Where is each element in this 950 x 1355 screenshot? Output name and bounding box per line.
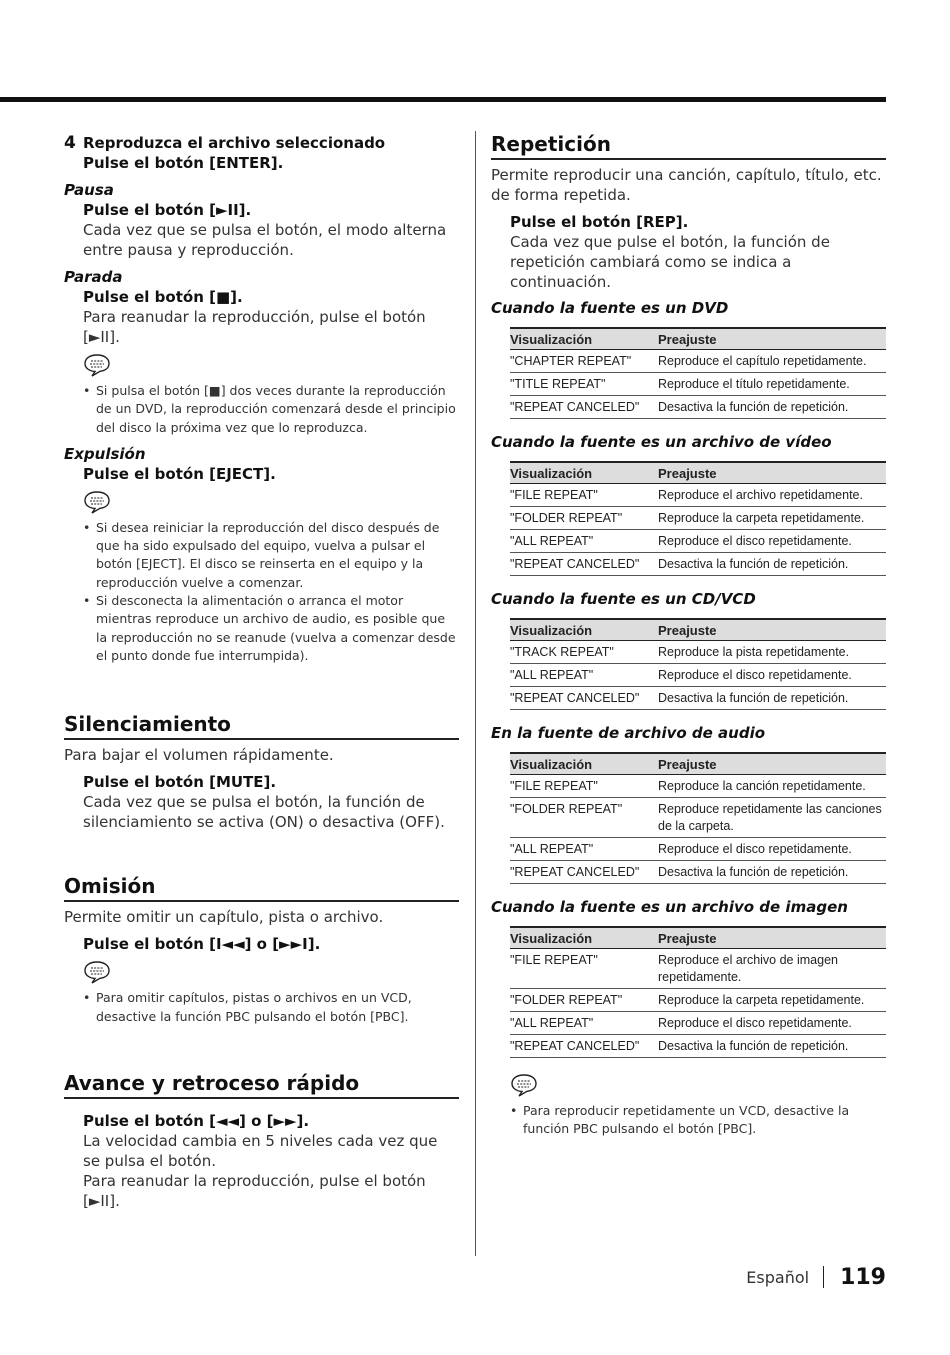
display-cell: "ALL REPEAT" — [510, 664, 658, 687]
table-header-row — [510, 462, 886, 484]
preset-cell: Reproduce la canción repetidamente. — [658, 775, 886, 798]
column-header-visualizacion: Visualización — [510, 462, 658, 484]
display-cell: "FOLDER REPEAT" — [510, 507, 658, 530]
repeat-table — [510, 327, 886, 419]
display-cell: "ALL REPEAT" — [510, 1012, 658, 1035]
parada-text: Para reanudar la reproducción, pulse el botón [►II]. — [83, 308, 426, 346]
table-row — [510, 1012, 886, 1035]
table-row — [510, 775, 886, 798]
repeticion-note: • Para reproducir repetidamente un VCD, desactive la función PBC pulsando el botón [PBC]. — [491, 1102, 886, 1139]
table-row — [510, 687, 886, 710]
preset-cell: Desactiva la función de repetición. — [658, 861, 886, 884]
table-row — [510, 507, 886, 530]
display-cell: "FILE REPEAT" — [510, 949, 658, 989]
table-row — [510, 664, 886, 687]
column-header-preajuste: Preajuste — [658, 462, 886, 484]
preset-cell: Reproduce repetidamente las canciones de la carpeta. — [658, 798, 886, 838]
table-heading: Cuando la fuente es un CD/VCD — [491, 590, 756, 608]
repeticion-intro: Permite reproducir una canción, capítulo, título, etc. de forma repetida. — [491, 166, 882, 204]
table-row — [510, 484, 886, 507]
preset-cell: Reproduce el capítulo repetidamente. — [658, 350, 886, 373]
page-footer — [746, 1262, 886, 1292]
display-cell: "ALL REPEAT" — [510, 838, 658, 861]
column-header-visualizacion: Visualización — [510, 927, 658, 949]
parada-heading: Parada — [64, 268, 123, 286]
preset-cell: Desactiva la función de repetición. — [658, 553, 886, 576]
table-row — [510, 838, 886, 861]
pausa-heading: Pausa — [64, 181, 114, 199]
expulsion-heading: Expulsión — [64, 444, 146, 463]
display-cell: "REPEAT CANCELED" — [510, 1035, 658, 1058]
pausa-text: Cada vez que se pulsa el botón, el modo alterna entre pausa y reproducción. — [83, 221, 447, 259]
table-header-row — [510, 619, 886, 641]
table-row — [510, 641, 886, 664]
preset-cell: Reproduce el disco repetidamente. — [658, 664, 886, 687]
display-cell: "FILE REPEAT" — [510, 484, 658, 507]
expulsion-note-1: • Si desea reiniciar la reproducción del disco después de que ha sido expulsado del equipo, vuelva a pulsar el botón [EJECT]. El disco se reinserta en el equipo y la reproducción vuelve a comenzar. — [64, 519, 459, 592]
silenciamiento-intro: Para bajar el volumen rápidamente. — [64, 746, 334, 765]
display-cell: "FOLDER REPEAT" — [510, 798, 658, 838]
table-row — [510, 949, 886, 989]
preset-cell: Desactiva la función de repetición. — [658, 1035, 886, 1058]
preset-cell: Reproduce el disco repetidamente. — [658, 838, 886, 861]
step-number: 4 — [64, 133, 76, 153]
column-header-preajuste: Preajuste — [658, 927, 886, 949]
silenciamiento-action: Pulse el botón [MUTE]. — [83, 773, 277, 792]
expulsion-action: Pulse el botón [EJECT]. — [83, 464, 276, 483]
repeat-table — [510, 752, 886, 884]
note-icon — [83, 960, 111, 984]
preset-cell: Reproduce el disco repetidamente. — [658, 1012, 886, 1035]
table-row — [510, 1035, 886, 1058]
table-heading: Cuando la fuente es un archivo de vídeo — [491, 433, 832, 451]
page-number: 119 — [840, 1264, 886, 1290]
right-column — [491, 131, 886, 1139]
avance-text-2: Para reanudar la reproducción, pulse el botón [►II]. — [83, 1171, 426, 1210]
parada-note: • Si pulsa el botón [■] dos veces durante la reproducción de un DVD, la reproducción comenzará desde el principio del disco la próxima vez que lo reproduzca. — [64, 382, 459, 437]
omision-note: • Para omitir capítulos, pistas o archivos en un VCD, desactive la función PBC pulsando el botón [PBC]. — [64, 989, 459, 1026]
display-cell: "FOLDER REPEAT" — [510, 989, 658, 1012]
preset-cell: Reproduce el archivo de imagen repetidamente. — [658, 949, 886, 989]
column-header-visualizacion: Visualización — [510, 619, 658, 641]
repeticion-title: Repetición — [491, 131, 886, 160]
display-cell: "TRACK REPEAT" — [510, 641, 658, 664]
note-icon — [83, 490, 111, 514]
column-header-visualizacion: Visualización — [510, 753, 658, 775]
preset-cell: Reproduce la pista repetidamente. — [658, 641, 886, 664]
column-header-preajuste: Preajuste — [658, 619, 886, 641]
display-cell: "REPEAT CANCELED" — [510, 861, 658, 884]
display-cell: "ALL REPEAT" — [510, 530, 658, 553]
preset-cell: Reproduce la carpeta repetidamente. — [658, 989, 886, 1012]
display-cell: "REPEAT CANCELED" — [510, 396, 658, 419]
table-heading: Cuando la fuente es un archivo de imagen — [491, 898, 848, 916]
table-heading: En la fuente de archivo de audio — [491, 724, 766, 742]
silenciamiento-title: Silenciamiento — [64, 711, 459, 740]
column-header-preajuste: Preajuste — [658, 753, 886, 775]
repeat-table — [510, 926, 886, 1058]
repeat-table — [510, 618, 886, 710]
avance-title: Avance y retroceso rápido — [64, 1070, 459, 1099]
table-row — [510, 861, 886, 884]
table-row — [510, 989, 886, 1012]
preset-cell: Desactiva la función de repetición. — [658, 396, 886, 419]
footer-separator — [823, 1266, 824, 1288]
display-cell: "REPEAT CANCELED" — [510, 553, 658, 576]
table-header-row — [510, 328, 886, 350]
table-header-row — [510, 753, 886, 775]
column-header-preajuste: Preajuste — [658, 328, 886, 350]
note-icon — [83, 353, 111, 377]
display-cell: "TITLE REPEAT" — [510, 373, 658, 396]
column-header-visualizacion: Visualización — [510, 328, 658, 350]
step-4-title: 4 Reproduzca el archivo seleccionado — [64, 133, 386, 153]
repeat-table — [510, 461, 886, 576]
table-row — [510, 350, 886, 373]
omision-intro: Permite omitir un capítulo, pista o archivo. — [64, 908, 384, 927]
column-divider — [475, 131, 476, 1256]
repeticion-text: Cada vez que pulse el botón, la función de repetición cambiará como se indica a continuación. — [510, 233, 830, 291]
silenciamiento-text: Cada vez que se pulsa el botón, la función de silenciamiento se activa (ON) o desactiva (OFF). — [83, 793, 445, 832]
expulsion-note-2: • Si desconecta la alimentación o arranca el motor mientras reproduce un archivo de audio, es posible que la reproducción no se reanude (vuelva a comenzar desde el punto donde fue interrumpida). — [64, 592, 459, 665]
table-row — [510, 396, 886, 419]
table-heading: Cuando la fuente es un DVD — [491, 299, 729, 317]
table-row — [510, 798, 886, 838]
preset-cell: Reproduce el disco repetidamente. — [658, 530, 886, 553]
top-rule — [0, 97, 886, 102]
step-4-action: Pulse el botón [ENTER]. — [83, 154, 284, 172]
display-cell: "REPEAT CANCELED" — [510, 687, 658, 710]
preset-cell: Reproduce el archivo repetidamente. — [658, 484, 886, 507]
footer-language: Español — [746, 1267, 810, 1287]
display-cell: "CHAPTER REPEAT" — [510, 350, 658, 373]
pausa-action: Pulse el botón [►II]. — [83, 201, 252, 219]
parada-action: Pulse el botón [■]. — [83, 288, 243, 306]
repeat-tables — [491, 298, 886, 1058]
table-row — [510, 373, 886, 396]
preset-cell: Reproduce la carpeta repetidamente. — [658, 507, 886, 530]
table-row — [510, 530, 886, 553]
avance-text-1: La velocidad cambia en 5 niveles cada vez que se pulsa el botón. — [83, 1131, 438, 1170]
omision-title: Omisión — [64, 873, 459, 902]
note-icon — [510, 1073, 538, 1097]
table-row — [510, 553, 886, 576]
avance-action: Pulse el botón [◄◄] o [►►]. — [83, 1111, 310, 1130]
omision-action: Pulse el botón [I◄◄] o [►►I]. — [83, 935, 321, 954]
table-header-row — [510, 927, 886, 949]
display-cell: "FILE REPEAT" — [510, 775, 658, 798]
preset-cell: Reproduce el título repetidamente. — [658, 373, 886, 396]
repeticion-action: Pulse el botón [REP]. — [510, 213, 689, 231]
left-column — [64, 131, 459, 1211]
preset-cell: Desactiva la función de repetición. — [658, 687, 886, 710]
